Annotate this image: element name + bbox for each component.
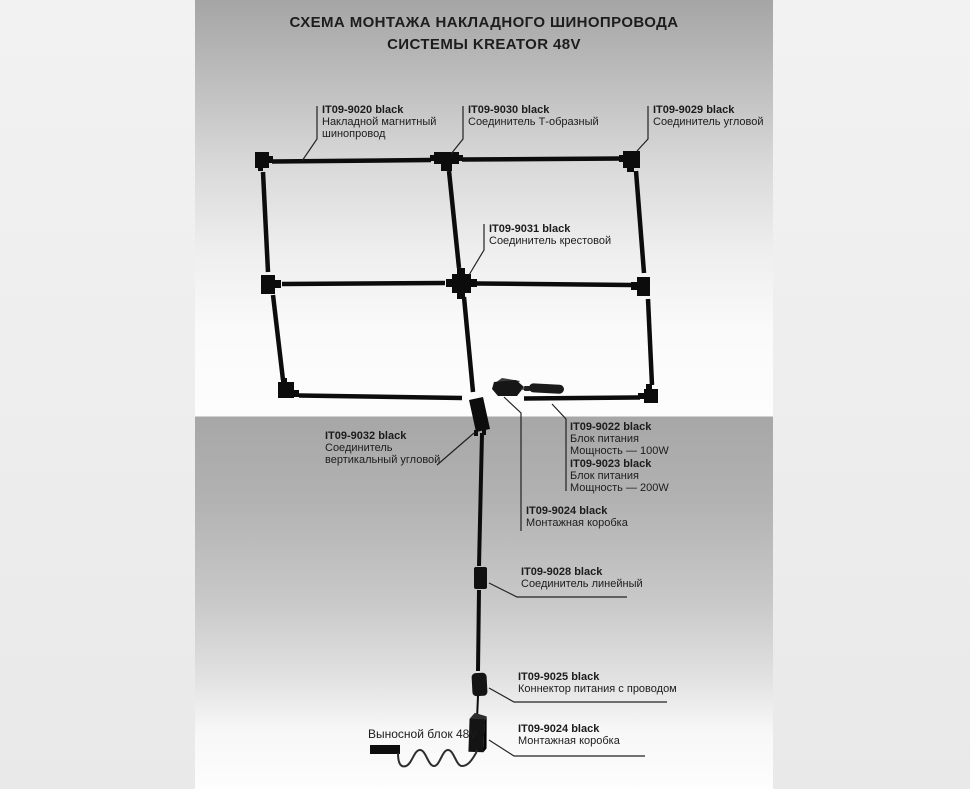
vertical-corner-connector: [469, 397, 490, 436]
corner-connector-top-right: [619, 151, 640, 172]
tee-connector-top: [430, 152, 463, 171]
label-it09-9029: IT09-9029 black Соединитель угловой: [653, 104, 764, 128]
linear-connector: [474, 567, 487, 589]
power-wire: [398, 750, 477, 766]
label-remote-48v-block: Выносной блок 48V: [368, 727, 478, 741]
label-it09-9031: IT09-9031 black Соединитель крестовой: [489, 223, 612, 247]
corner-connector-bottom-right: [638, 384, 658, 403]
leader-it09-9029: [637, 106, 648, 151]
leader-it09-9030: [451, 106, 463, 154]
cross-connector: [446, 268, 477, 299]
mounting-box-upper: [492, 378, 524, 396]
label-it09-9025: IT09-9025 black Коннектор питания с проводом: [518, 671, 677, 695]
label-it09-9028: IT09-9028 black Соединитель линейный: [521, 566, 643, 590]
leader-it09-9032: [437, 433, 474, 465]
label-it09-9024-top: IT09-9024 black Монтажная коробка: [526, 505, 628, 529]
remote-48v-block: [370, 745, 477, 766]
corner-connector-top-left: [255, 152, 273, 171]
corner-connector-bottom-left: [278, 378, 299, 398]
leader-it09-9024-top: [504, 397, 521, 531]
diagram-title-line1: СХЕМА МОНТАЖА НАКЛАДНОГО ШИНОПРОВОДА: [289, 14, 679, 31]
diagram-title-line2: СИСТЕМЫ KREATOR 48V: [387, 36, 581, 53]
label-it09-9022: IT09-9022 black Блок питания Мощность — 100W: [570, 421, 669, 457]
label-it09-9030: IT09-9030 black Соединитель Т-образный: [468, 104, 599, 128]
label-it09-9023: IT09-9023 black Блок питания Мощность — 200W: [570, 458, 669, 494]
tee-connector-mid-left: [261, 275, 281, 294]
power-connector: [471, 673, 487, 697]
label-it09-9032: IT09-9032 black Соединитель вертикальный угловой: [325, 430, 441, 466]
tee-connector-mid-right: [631, 277, 650, 296]
label-it09-9020: IT09-9020 black Накладной магнитный шинопровод: [322, 104, 437, 140]
label-it09-9024-bottom: IT09-9024 black Монтажная коробка: [518, 723, 620, 747]
leader-it09-9031: [469, 224, 484, 275]
power-supply-unit: [521, 383, 564, 394]
leader-it09-9020: [302, 106, 317, 161]
leader-it09-9022-9023: [552, 404, 566, 491]
